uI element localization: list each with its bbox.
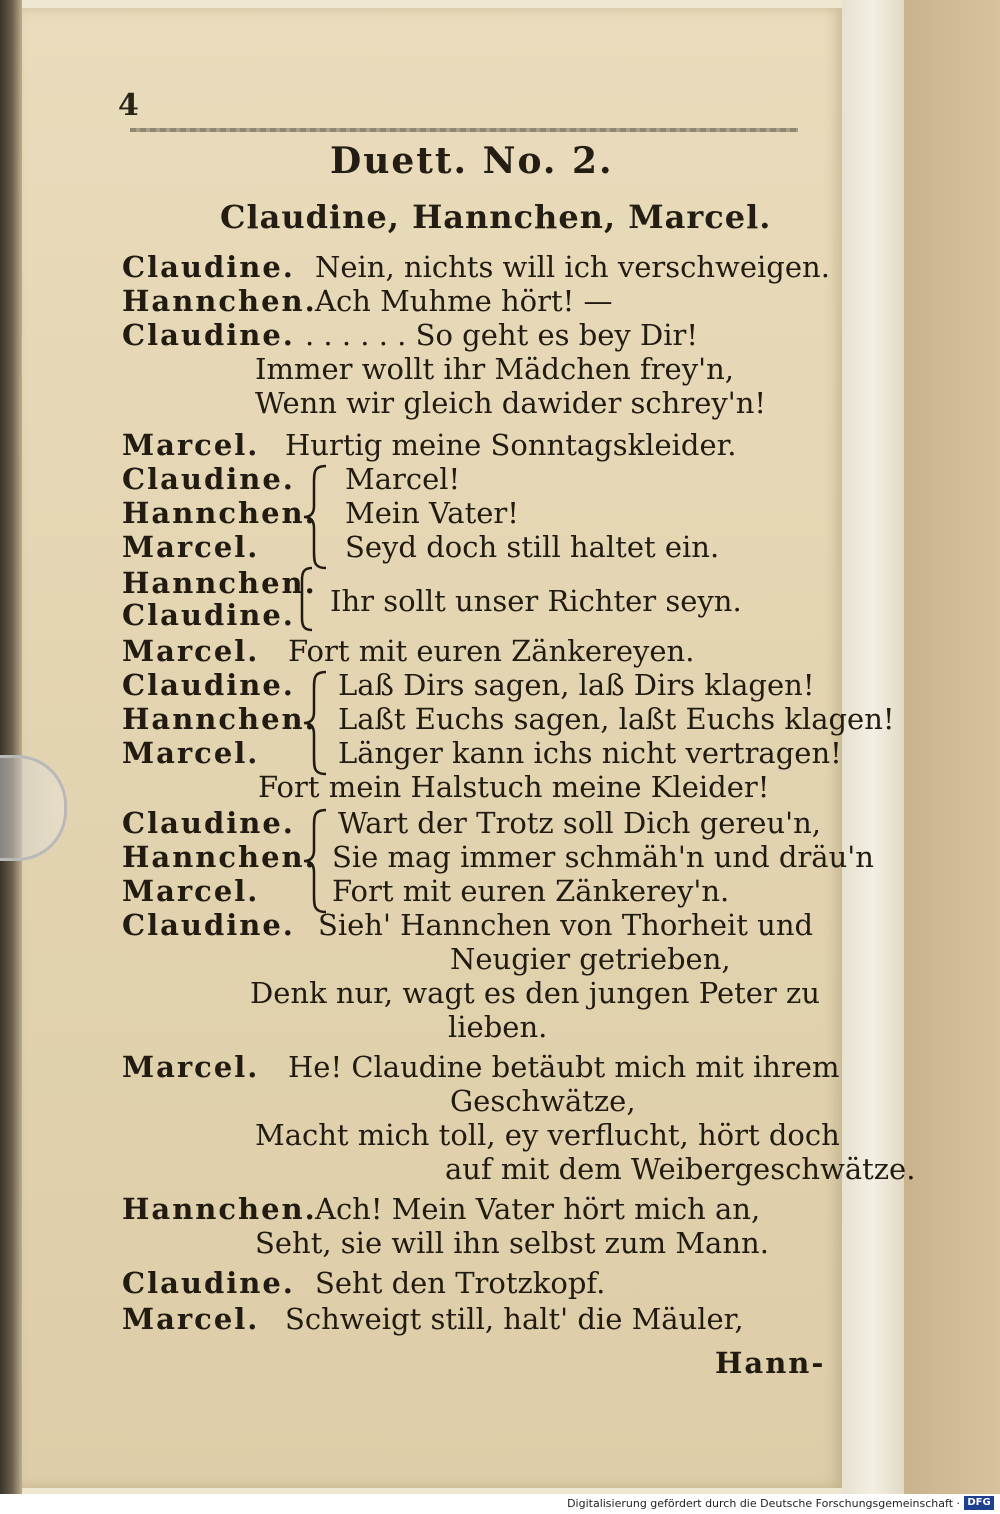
speaker: Marcel. <box>122 428 260 462</box>
speaker: Claudine. <box>122 598 295 632</box>
character-list: Claudine, Hannchen, Marcel. <box>220 198 772 236</box>
verse-line: Nein, nichts will ich verschweigen. <box>315 250 830 284</box>
verse-line: Sie mag immer schmäh'n und dräu'n <box>332 840 874 874</box>
speaker-brace <box>300 464 340 570</box>
speaker: Hannchen. <box>122 1192 317 1226</box>
verse-line: Geschwätze, <box>450 1084 636 1118</box>
book-spine <box>0 0 22 1494</box>
verse-line: Seht den Trotzkopf. <box>315 1266 606 1300</box>
verse-line: Fort mit euren Zänkereyen. <box>288 634 695 668</box>
verse-line: Laßt Euchs sagen, laßt Euchs klagen! <box>338 702 895 736</box>
verse-line: Ach! Mein Vater hört mich an, <box>315 1192 761 1226</box>
verse-line: auf mit dem Weibergeschwätze. <box>445 1152 916 1186</box>
speaker: Claudine. <box>122 908 295 942</box>
dfg-logo: DFG <box>964 1496 994 1510</box>
speaker: Hannchen. <box>122 284 317 318</box>
funding-notice: Digitalisierung gefördert durch die Deutsche Forschungsgemeinschaft · <box>567 1497 960 1510</box>
speaker: Claudine. <box>122 462 295 496</box>
speaker: Claudine. <box>122 806 295 840</box>
verse-line: Wenn wir gleich dawider schrey'n! <box>255 386 767 420</box>
speaker: Marcel. <box>122 736 260 770</box>
speaker: Marcel. <box>122 1050 260 1084</box>
verse-line: Ihr sollt unser Richter seyn. <box>330 584 742 618</box>
speaker-brace <box>300 808 340 914</box>
speaker: Hannchen. <box>122 566 317 600</box>
speaker: Claudine. <box>122 1266 295 1300</box>
page-edge <box>842 0 904 1494</box>
speaker: Marcel. <box>122 1302 260 1336</box>
speaker: Marcel. <box>122 634 260 668</box>
speaker: Hannchen. <box>122 702 317 736</box>
verse-line: Hurtig meine Sonntagskleider. <box>285 428 737 462</box>
speaker: Hannchen. <box>122 840 317 874</box>
verse-line: Fort mit euren Zänkerey'n. <box>332 874 730 908</box>
verse-line: Länger kann ichs nicht vertragen! <box>338 736 842 770</box>
verse-line: Wart der Trotz soll Dich gereu'n, <box>338 806 822 840</box>
verse-line: Fort mein Halstuch meine Kleider! <box>258 770 770 804</box>
speaker-brace <box>300 670 340 776</box>
section-title: Duett. No. 2. <box>330 140 614 182</box>
speaker-brace <box>296 566 316 632</box>
page-number: 4 <box>118 88 139 123</box>
speaker: Hannchen. <box>122 496 317 530</box>
verse-line: Marcel! <box>345 462 461 496</box>
catchword: Hann- <box>715 1346 826 1380</box>
header-rule <box>130 128 798 132</box>
verse-line: Seyd doch still haltet ein. <box>345 530 720 564</box>
speaker: Claudine. <box>122 250 295 284</box>
verse-line: He! Claudine betäubt mich mit ihrem <box>288 1050 840 1084</box>
speaker: Claudine. <box>122 668 295 702</box>
verse-line: Laß Dirs sagen, laß Dirs klagen! <box>338 668 815 702</box>
verse-line: . . . . . . So geht es bey Dir! <box>305 318 699 352</box>
verse-line: Seht, sie will ihn selbst zum Mann. <box>255 1226 769 1260</box>
verse-line: Sieh' Hannchen von Thorheit und <box>318 908 814 942</box>
verse-line: Neugier getrieben, <box>450 942 731 976</box>
speaker: Claudine. <box>122 318 295 352</box>
verse-line: Immer wollt ihr Mädchen frey'n, <box>255 352 734 386</box>
facing-page-edge <box>904 0 1000 1494</box>
verse-line: Mein Vater! <box>345 496 519 530</box>
speaker: Marcel. <box>122 530 260 564</box>
speaker: Marcel. <box>122 874 260 908</box>
footer-bar <box>0 1494 1000 1514</box>
verse-line: Macht mich toll, ey verflucht, hört doch <box>255 1118 840 1152</box>
verse-line: Ach Muhme hört! — <box>315 284 613 318</box>
verse-line: Schweigt still, halt' die Mäuler, <box>285 1302 744 1336</box>
verse-line: Denk nur, wagt es den jungen Peter zu <box>250 976 820 1010</box>
verse-line: lieben. <box>448 1010 548 1044</box>
